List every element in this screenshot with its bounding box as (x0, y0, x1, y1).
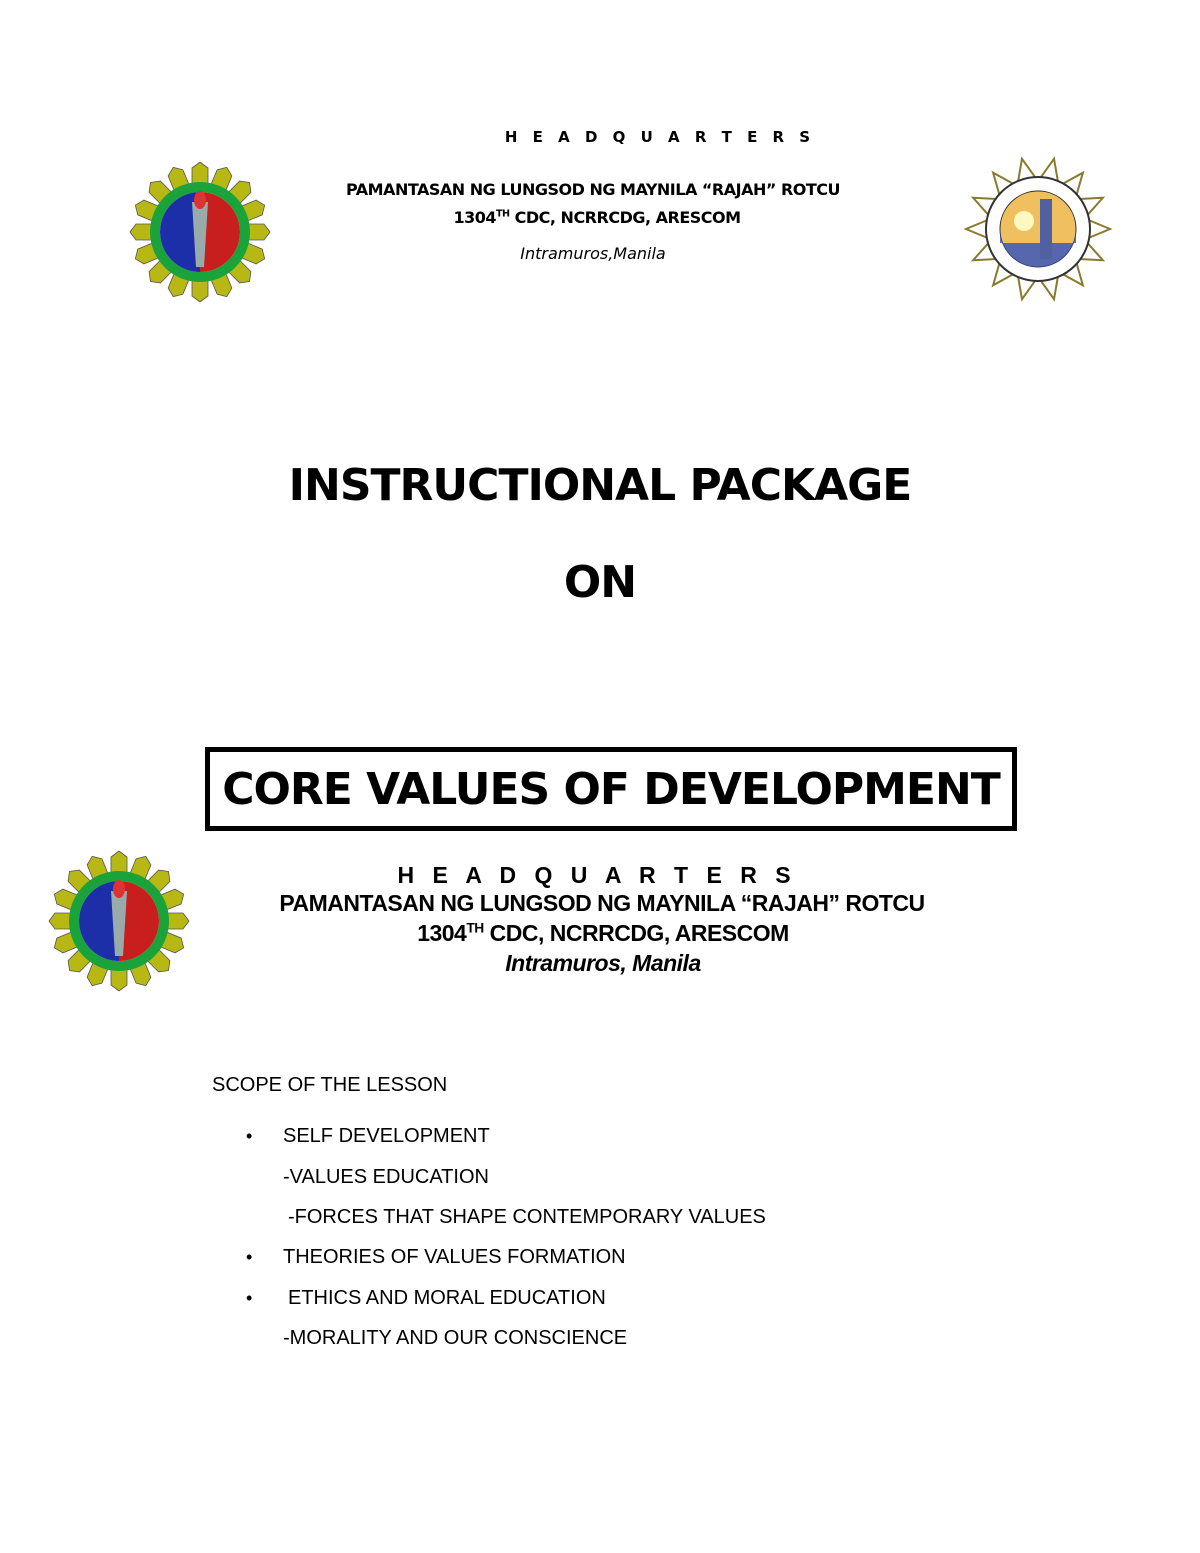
unit-line-2 (417, 920, 789, 947)
university-name-2: PAMANTASAN NG LUNGSOD NG MAYNILA “RAJAH” ROTCU (279, 890, 925, 916)
unit-suffix: TH (495, 208, 510, 220)
unit-rest-2: CDC, NCRRCDG, ARESCOM (483, 920, 789, 946)
plm-rotc-seal-logo (128, 160, 272, 304)
rajah-rotc-seal-logo (962, 156, 1114, 302)
topic-box (205, 747, 1017, 831)
headquarters-label-2: H E A D Q U A R T E R S (397, 862, 797, 888)
unit-rest: CDC, NCRRCDG, ARESCOM (509, 208, 741, 227)
headquarters-label: H E A D Q U A R T E R S (504, 128, 816, 146)
title-line2: ON (563, 557, 637, 608)
unit-number: 1304 (453, 208, 496, 227)
unit-line (453, 208, 740, 227)
scope-item: -FORCES THAT SHAPE CONTEMPORARY VALUES (288, 1206, 766, 1228)
scope-heading: SCOPE OF THE LESSON (212, 1074, 448, 1096)
scope-item: -VALUES EDUCATION (283, 1166, 489, 1188)
bullet-icon: • (246, 1126, 253, 1146)
bullet-icon: • (246, 1247, 253, 1267)
unit-suffix-2: TH (466, 920, 484, 936)
topic-title: CORE VALUES OF DEVELOPMENT (222, 763, 1000, 815)
bullet-icon: • (246, 1288, 253, 1308)
location-label-2: Intramuros, Manila (505, 950, 701, 976)
plm-rotc-seal-logo-2 (47, 849, 191, 993)
location-label: Intramuros,Manila (520, 244, 666, 263)
university-name: PAMANTASAN NG LUNGSOD NG MAYNILA “RAJAH” ROTCU (345, 180, 841, 199)
scope-item: -MORALITY AND OUR CONSCIENCE (283, 1327, 628, 1349)
scope-item: SELF DEVELOPMENT (283, 1125, 490, 1147)
unit-number-2: 1304 (417, 920, 467, 946)
title-line1: INSTRUCTIONAL PACKAGE (288, 460, 912, 511)
scope-item: ETHICS AND MORAL EDUCATION (288, 1287, 606, 1309)
scope-item: THEORIES OF VALUES FORMATION (283, 1246, 626, 1268)
